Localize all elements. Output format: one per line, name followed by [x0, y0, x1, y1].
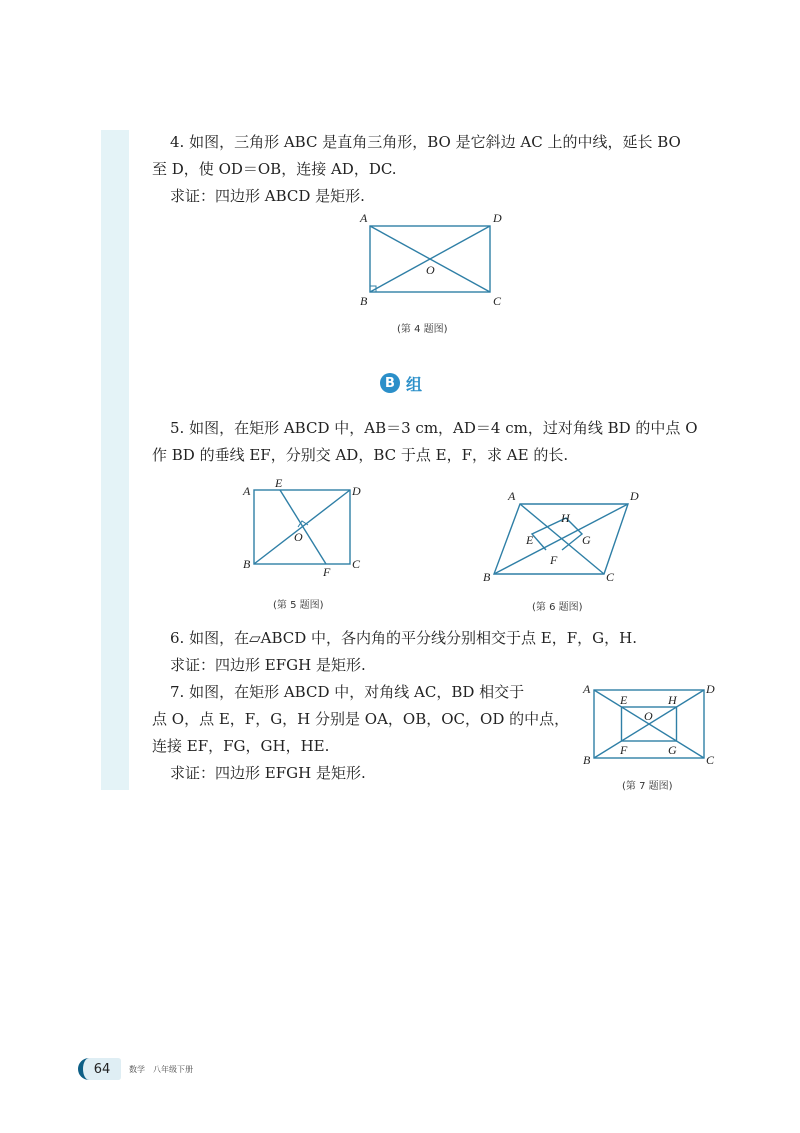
fig6-label-h: H: [561, 511, 570, 525]
fig7-label-o: O: [644, 709, 653, 723]
figure-7-caption: (第 7 题图): [622, 781, 673, 792]
fig5-label-e: E: [275, 476, 283, 490]
figure-7: [580, 682, 720, 767]
page-footer: [78, 1058, 193, 1080]
fig6-label-d: D: [630, 489, 639, 503]
figure-4: [350, 208, 520, 313]
fig4-label-d: D: [493, 211, 502, 225]
problem-6-line-2: 求证：四边形 EFGH 是矩形.: [170, 656, 366, 674]
figure-5: [240, 478, 370, 578]
margin-band: [101, 130, 129, 790]
group-b-heading: [380, 372, 422, 394]
fig5-label-f: F: [323, 565, 331, 579]
fig6-label-a: A: [508, 489, 516, 503]
fig7-label-d: D: [706, 682, 715, 696]
figure-6: [480, 486, 640, 586]
fig7-label-g: G: [668, 743, 677, 757]
fig6-label-c: C: [606, 570, 615, 584]
fig4-label-a: A: [360, 211, 368, 225]
fig7-label-b: B: [583, 753, 591, 767]
problem-4-line-2: 至 D，使 OD＝OB，连接 AD，DC.: [152, 160, 397, 178]
fig7-label-e: E: [620, 693, 628, 707]
problem-4-line-3: 求证：四边形 ABCD 是矩形.: [170, 187, 365, 205]
fig7-label-c: C: [706, 753, 715, 767]
fig4-label-b: B: [360, 294, 368, 308]
fig7-label-h: H: [668, 693, 677, 707]
fig6-label-b: B: [483, 570, 491, 584]
figure-4-caption: (第 4 题图): [397, 324, 448, 335]
fig5-label-c: C: [352, 557, 361, 571]
fig5-label-b: B: [243, 557, 251, 571]
problem-4-line-1: 4. 如图，三角形 ABC 是直角三角形，BO 是它斜边 AC 上的中线，延长 BO: [170, 133, 681, 151]
fig4-label-c: C: [493, 294, 502, 308]
problem-5-line-1: 5. 如图，在矩形 ABCD 中，AB＝3 cm，AD＝4 cm，过对角线 BD 的中点 O: [170, 419, 698, 437]
fig7-label-f: F: [620, 743, 628, 757]
problem-7-line-1: 7. 如图，在矩形 ABCD 中，对角线 AC，BD 相交于: [170, 683, 525, 701]
problem-5-line-2: 作 BD 的垂线 EF，分别交 AD，BC 于点 E，F，求 AE 的长.: [152, 446, 569, 464]
fig7-label-a: A: [583, 682, 591, 696]
fig5-label-d: D: [352, 484, 361, 498]
footer-book-title: 数学 八年级下册: [129, 1064, 193, 1074]
fig6-label-g: G: [582, 533, 591, 547]
figure-6-caption: (第 6 题图): [532, 602, 583, 613]
problem-7-line-4: 求证：四边形 EFGH 是矩形.: [170, 764, 366, 782]
group-b-badge: B: [380, 373, 400, 393]
figure-5-caption: (第 5 题图): [273, 600, 324, 611]
problem-7-line-3: 连接 EF，FG，GH，HE.: [152, 737, 330, 755]
page-number: 64: [78, 1058, 121, 1080]
problem-6-line-1: 6. 如图，在▱ABCD 中，各内角的平分线分别相交于点 E，F，G，H.: [170, 629, 637, 647]
fig5-label-a: A: [243, 484, 251, 498]
fig4-label-o: O: [426, 263, 435, 277]
fig6-label-f: F: [550, 553, 558, 567]
fig6-label-e: E: [526, 533, 534, 547]
fig5-label-o: O: [294, 530, 303, 544]
problem-7-line-2: 点 O，点 E，F，G，H 分别是 OA，OB，OC，OD 的中点，: [152, 710, 570, 728]
group-b-label: 组: [406, 374, 423, 394]
